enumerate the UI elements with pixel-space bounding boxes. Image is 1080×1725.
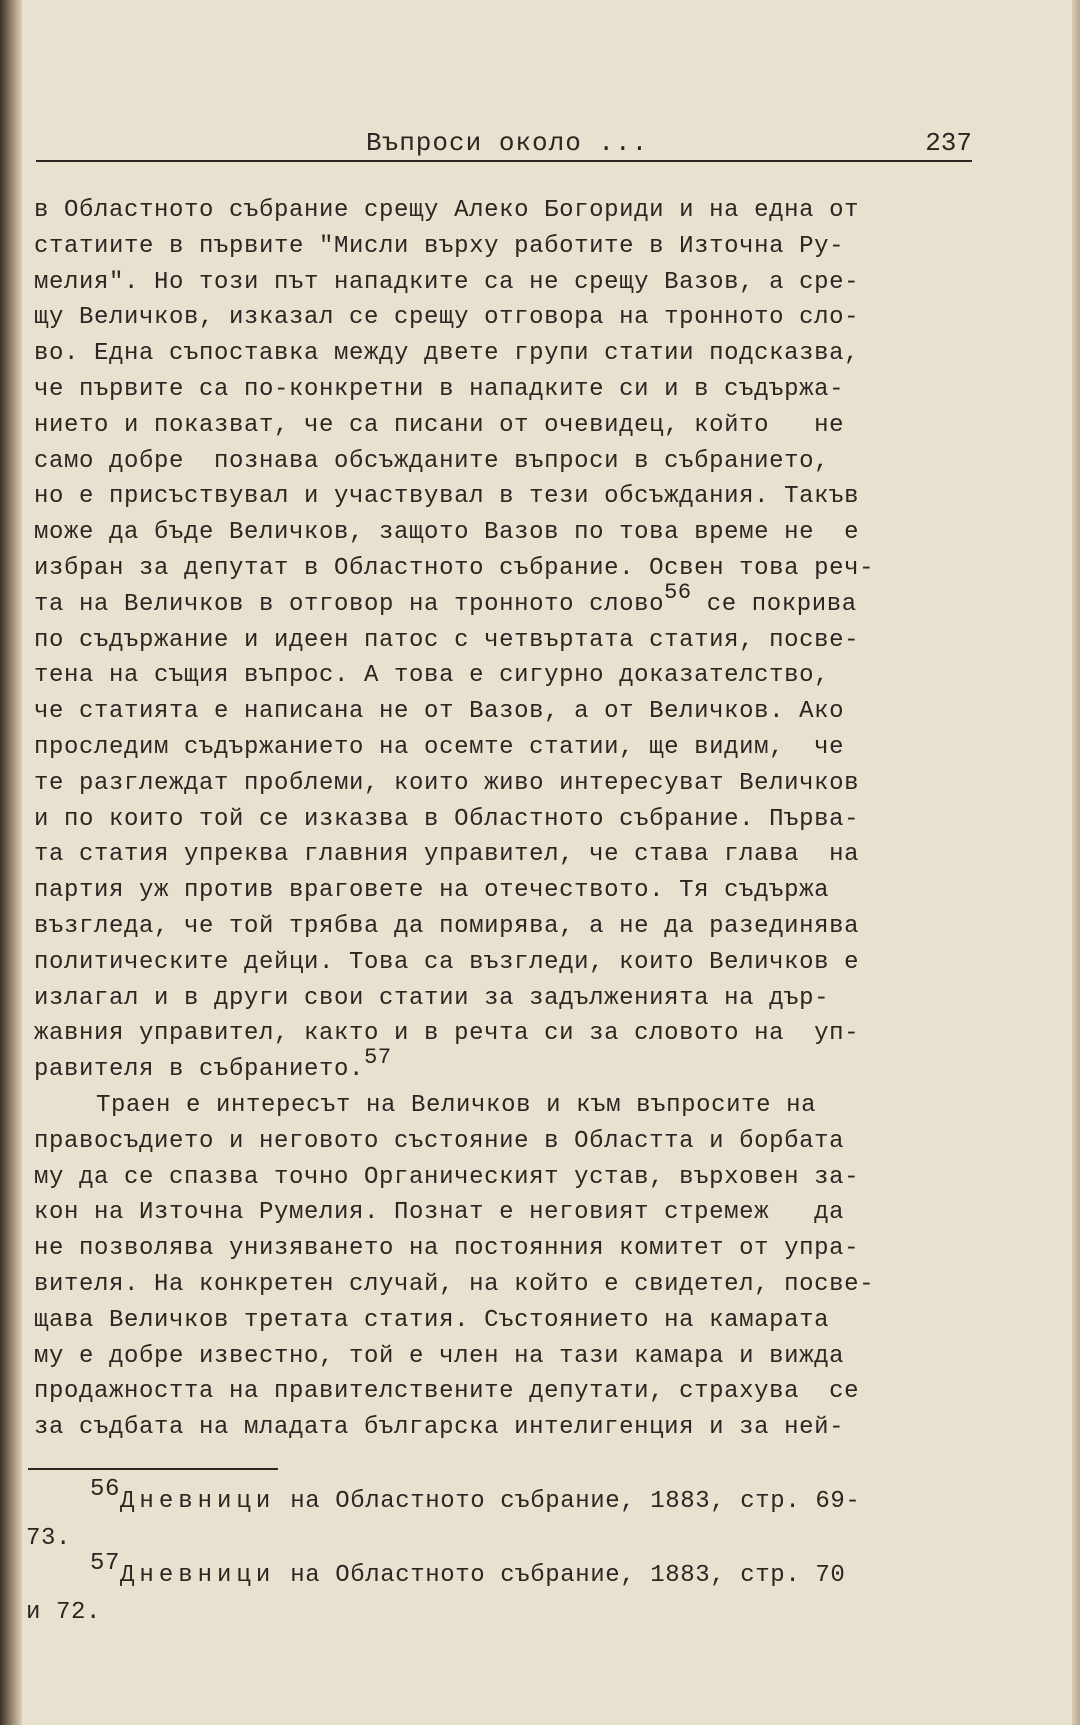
text-line: възгледа, че той трябва да помирява, а не да разединява (34, 912, 860, 940)
footnote-text: на Областното събрание, 1883, стр. 70 (275, 1562, 846, 1589)
footnote-source-word: Дневници (120, 1562, 276, 1589)
text-line: излагал и в други свои статии за задълженията на дър- (34, 984, 830, 1012)
footnotes (26, 1476, 986, 1632)
text-line: може да бъде Величков, защото Вазов по това време не е (34, 519, 860, 547)
footnote-separator (28, 1468, 278, 1470)
text-segment: се покрива (691, 590, 857, 618)
text-line: в Областното събрание срещу Алеко Богориди и на една от (34, 197, 860, 224)
footnote-56 (26, 1476, 986, 1521)
text-segment: та на Величков в отговор на тронното слово (34, 590, 665, 618)
text-line: та статия упреква главния управител, че става глава на (34, 841, 860, 869)
footnote-source-word: Дневници (120, 1488, 276, 1515)
footnote-57 (26, 1550, 986, 1595)
running-title: Въпроси около ... (366, 128, 649, 158)
text-line: статиите в първите "Мисли върху работите в Източна Ру- (34, 232, 845, 260)
text-line-with-footnote-57 (34, 1045, 984, 1088)
text-line: политическите дейци. Това са възгледи, които Величков е (34, 948, 860, 976)
text-line: щава Величков третата статия. Състоянието на камарата (34, 1306, 830, 1334)
text-line: избран за депутат в Областното събрание. Освен това реч- (34, 554, 875, 582)
text-line: проследим съдържанието на осемте статии, ще видим, че (34, 733, 845, 761)
text-line: и по които той се изказва в Областното събрание. Първа- (34, 805, 860, 833)
text-segment: равителя в събранието. (34, 1056, 365, 1084)
page-number: 237 (925, 128, 972, 158)
text-line: нието и показват, че са писани от очевидец, който не (34, 411, 845, 439)
text-line: щу Величков, изказал се срещу отговора на тронното сло- (34, 304, 860, 332)
text-line: не позволява унизяването на постоянния комитет от упра- (34, 1235, 860, 1263)
paragraph-first-line: Траен е интересът на Величков и към въпросите на (96, 1091, 817, 1119)
text-line: продажността на правителствените депутати, страхува се (34, 1378, 860, 1406)
footnote-reference-57[interactable]: 57 (364, 1045, 392, 1071)
text-line: кон на Източна Румелия. Познат е неговият стремеж да (34, 1199, 845, 1227)
text-line: правосъдието и неговото състояние в Областта и борбата (34, 1127, 845, 1155)
footnote-marker: 57 (90, 1550, 121, 1577)
text-line: му да се спазва точно Органическият устав, върховен за- (34, 1163, 860, 1191)
footnote-text: на Областното събрание, 1883, стр. 69- (275, 1488, 861, 1515)
header-rule (36, 160, 972, 162)
text-line-with-footnote-56 (34, 579, 984, 623)
text-line: жавния управител, както и в речта си за словото на уп- (34, 1020, 860, 1048)
text-line: само добре познава обсъжданите въпроси в събранието, (34, 447, 830, 475)
text-line: мелия". Но този път нападките са не срещу Вазов, а сре- (34, 268, 860, 296)
text-line: за съдбата на младата българска интелигенция и за ней- (34, 1414, 845, 1442)
page-header (36, 124, 972, 164)
text-line: партия уж против враговете на отечеството. Тя съдържа (34, 877, 830, 905)
text-line: те разглеждат проблеми, които живо интересуват Величков (34, 769, 860, 797)
text-line: во. Една съпоставка между двете групи статии подсказва, (34, 340, 860, 368)
footnote-56-continuation: 73. (26, 1525, 72, 1552)
text-line: му е добре известно, той е член на тази камара и вижда (34, 1342, 845, 1370)
page-binding-edge (0, 0, 22, 1725)
page-right-edge (1072, 0, 1080, 1725)
footnote-marker: 56 (90, 1476, 121, 1503)
text-line: тена на същия въпрос. А това е сигурно доказателство, (34, 662, 830, 690)
text-line: че първите са по-конкретни в нападките си и в съдържа- (34, 375, 845, 403)
text-line: че статията е написана не от Вазов, а от Величков. Ако (34, 698, 845, 726)
text-line: но е присъствувал и участвувал в тези обсъждания. Такъв (34, 483, 860, 511)
body-text (34, 193, 984, 1446)
footnote-reference-56[interactable]: 56 (664, 579, 692, 605)
text-line: вителя. На конкретен случай, на който е свидетел, посве- (34, 1270, 875, 1298)
footnote-57-continuation: и 72. (26, 1599, 102, 1626)
text-line: по съдържание и идеен патос с четвъртата статия, посве- (34, 626, 860, 654)
